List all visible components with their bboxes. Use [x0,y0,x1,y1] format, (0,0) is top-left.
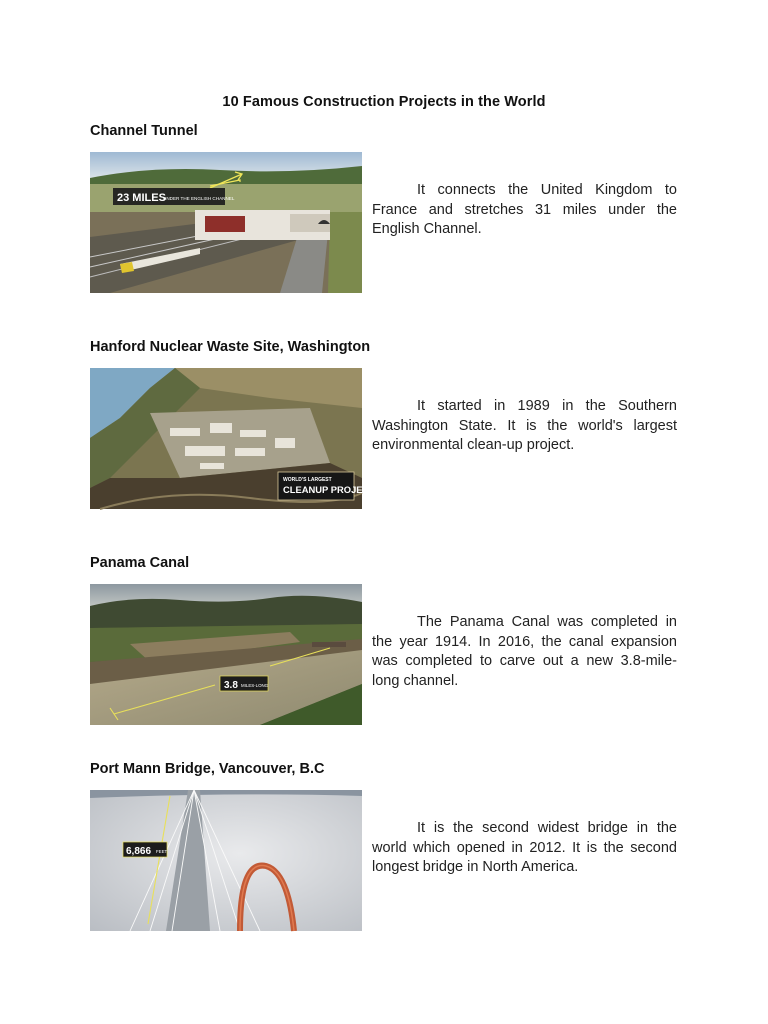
hanford-description: It started in 1989 in the Southern Washington State. It is the world's largest environmental clean-up project. [372,398,677,453]
overlay-6866: 6,866 [126,846,152,857]
hanford-photo [90,368,376,509]
overlay-under-english-channel: UNDER THE ENGLISH CHANNEL [163,196,235,201]
heading-panama-canal: Panama Canal [90,555,190,571]
overlay-worlds-largest: WORLD'S LARGEST [283,477,332,483]
panama-canal-description: The Panama Canal was completed in the year 1914. In 2016, the canal expansion was completed to carve out a new 3.8-mile-long channel. [372,614,677,689]
overlay-miles-long: MILES-LONG [241,683,269,688]
channel-tunnel-photo [90,152,362,293]
overlay-feet: FEET [156,849,168,854]
port-mann-bridge-photo [90,790,362,931]
heading-hanford: Hanford Nuclear Waste Site, Washington [90,339,371,355]
channel-tunnel-description: It connects the United Kingdom to France and stretches 31 miles under the English Channel. [372,182,677,237]
port-mann-bridge-description: It is the second widest bridge in the world which opened in 2012. It is the second longest bridge in North America. [372,820,677,875]
heading-channel-tunnel: Channel Tunnel [90,123,198,139]
overlay-3-8: 3.8 [224,680,238,691]
document-title: 10 Famous Construction Projects in the World [222,94,546,110]
overlay-23-miles: 23 MILES [117,192,166,204]
panama-canal-photo [90,584,362,725]
overlay-cleanup-project: CLEANUP PROJECT [283,484,376,495]
heading-port-mann-bridge: Port Mann Bridge, Vancouver, B.C [90,761,325,777]
